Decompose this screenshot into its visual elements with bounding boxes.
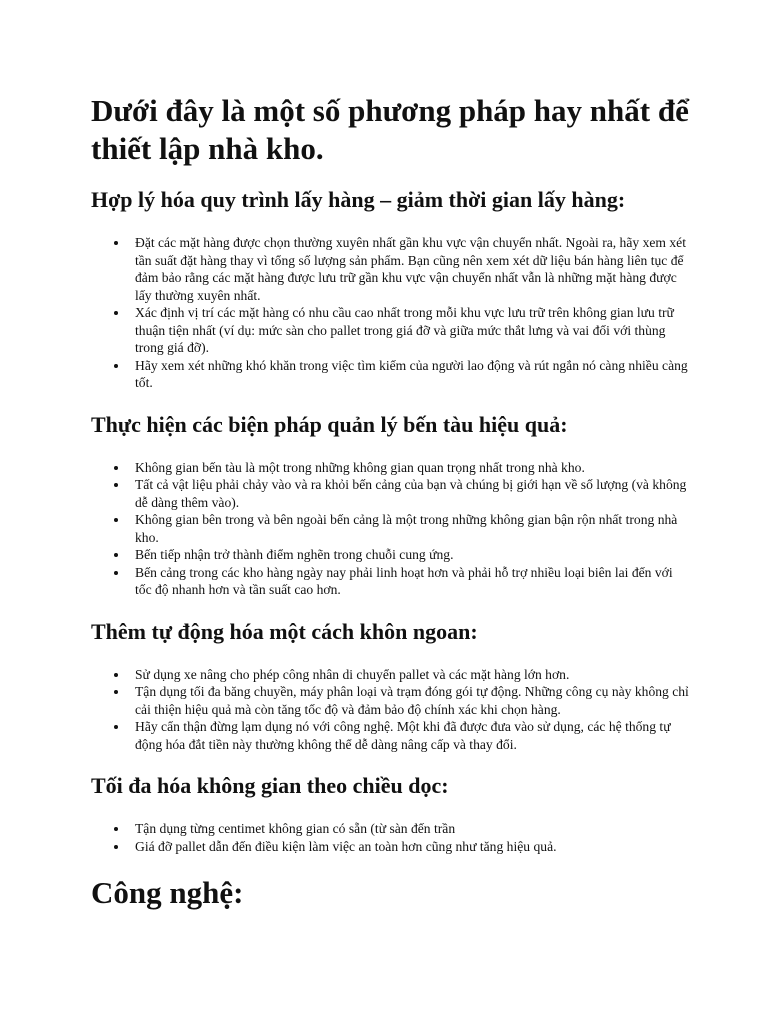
list-item: Không gian bên trong và bên ngoài bến cảng là một trong những không gian bận rộn nhất trong nhà kho. — [135, 511, 691, 546]
list-item: Hãy xem xét những khó khăn trong việc tìm kiếm của người lao động và rút ngắn nó càng nhiều càng tốt. — [135, 357, 691, 392]
list-item: Sử dụng xe nâng cho phép công nhân di chuyển pallet và các mặt hàng lớn hơn. — [135, 666, 691, 684]
section-heading-vertical-space: Tối đa hóa không gian theo chiều dọc: — [91, 773, 449, 798]
section-heading-dock: Thực hiện các biện pháp quản lý bến tàu hiệu quả: — [91, 411, 568, 437]
technology-heading: Công nghệ: — [91, 875, 244, 910]
bullet-list-automation — [91, 666, 691, 754]
list-item: Bến tiếp nhận trở thành điểm nghẽn trong chuỗi cung ứng. — [135, 546, 691, 564]
page-title: Dưới đây là một số phương pháp hay nhất để thiết lập nhà kho. — [91, 93, 689, 166]
section-heading-automation: Thêm tự động hóa một cách khôn ngoan: — [91, 618, 478, 644]
list-item: Xác định vị trí các mặt hàng có nhu cầu cao nhất trong mỗi khu vực lưu trữ trên không gian lưu trữ thuận tiện nhất (ví dụ: mức sàn cho pallet trong giá đỡ và giữa mức thắt lưng và vai đối với thùng trong giá đỡ). — [135, 304, 691, 357]
list-item: Đặt các mặt hàng được chọn thường xuyên nhất gần khu vực vận chuyển nhất. Ngoài ra, hãy xem xét tần suất đặt hàng thay vì tổng số lượng sản phẩm. Bạn cũng nên xem xét dữ liệu bán hàng liên tục để đảm bảo rằng các mặt hàng được lưu trữ gần khu vực vận chuyển nhất vẫn là những mặt hàng được lấy thường xuyên nhất. — [135, 234, 691, 304]
list-item: Hãy cẩn thận đừng lạm dụng nó với công nghệ. Một khi đã được đưa vào sử dụng, các hệ thống tự động hóa đắt tiền này thường không thể dễ dàng nâng cấp và thay đổi. — [135, 718, 691, 753]
bullet-list-picking — [91, 234, 691, 392]
list-item: Tất cả vật liệu phải chảy vào và ra khỏi bến cảng của bạn và chúng bị giới hạn về số lượng (và không dễ dàng thêm vào). — [135, 476, 691, 511]
list-item: Giá đỡ pallet dẫn đến điều kiện làm việc an toàn hơn cũng như tăng hiệu quả. — [135, 838, 691, 856]
list-item: Tận dụng từng centimet không gian có sẵn (từ sàn đến trần — [135, 820, 691, 838]
document-page — [91, 92, 691, 912]
bullet-list-vertical-space — [91, 820, 691, 855]
list-item: Tận dụng tối đa băng chuyền, máy phân loại và trạm đóng gói tự động. Những công cụ này không chỉ cải thiện hiệu quả mà còn tăng tốc độ và đảm bảo độ chính xác khi chọn hàng. — [135, 683, 691, 718]
bullet-list-dock — [91, 459, 691, 599]
list-item: Không gian bến tàu là một trong những không gian quan trọng nhất trong nhà kho. — [135, 459, 691, 477]
section-heading-picking: Hợp lý hóa quy trình lấy hàng – giảm thời gian lấy hàng: — [91, 187, 626, 212]
list-item: Bến cảng trong các kho hàng ngày nay phải linh hoạt hơn và phải hỗ trợ nhiều loại biên lai đến với tốc độ nhanh hơn và tần suất cao hơn. — [135, 564, 691, 599]
